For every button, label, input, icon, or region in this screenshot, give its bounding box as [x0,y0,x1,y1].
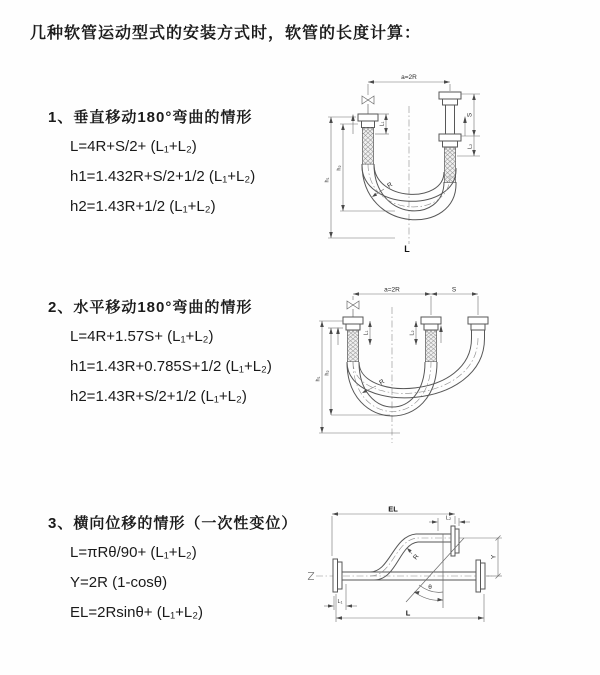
dim-label-el: EL [388,504,398,514]
curved-hose [342,534,451,580]
braid-section [362,128,374,167]
dim-label-a2r: a=2R [384,286,400,294]
dimension-h1 [325,117,396,238]
right-flange [476,560,485,592]
section-3-heading: 3、横向位移的情形（一次性变位） [48,515,298,532]
left-flange [358,114,378,128]
dim-label-h2: h₂ [336,165,343,171]
dim-label-l1: L₁ [337,599,343,605]
section-1-heading: 1、垂直移动180°弯曲的情形 [48,109,253,126]
page-title: 几种软管运动型式的安装方式时，软管的长度计算： [30,25,422,42]
diagram-lateral-displacement [300,498,600,646]
dim-label-s: S [466,112,474,118]
radius-label [407,548,421,561]
right-flange-lower [439,134,461,147]
braid-section [425,330,437,364]
dim-label-a2r: a=2R [401,74,417,81]
formula-line: h1=1.43R+0.785S+1/2 (L₁+L₂) [70,358,272,375]
angle-label-theta: θ [428,584,432,591]
dim-label-h1: h₁ [315,376,322,382]
section-2-heading: 2、水平移动180°弯曲的情形 [48,299,253,316]
dim-label-r: R [412,553,421,562]
dim-label-r: R [386,181,394,190]
section-2-formulas [70,322,272,412]
formula-line: h2=1.43R+1/2 (L₁+L₂) [70,198,216,215]
dim-label-s: S [451,286,457,294]
valve-icon [347,301,359,317]
dim-label-y: Y [490,554,498,560]
dim-label-r: R [378,378,386,387]
dim-label-l1: L₁ [379,121,386,127]
right-flange-upper [439,92,461,105]
formula-line: L=πRθ/90+ (L₁+L₂) [70,544,197,561]
formula-line: L=4R+1.57S+ (L₁+L₂) [70,328,214,345]
motion-arrow-up-right [463,116,467,136]
formula-line: L=4R+S/2+ (L₁+L₂) [70,138,197,155]
middle-flange [421,317,441,330]
dim-label-h2: h₂ [324,370,331,376]
dim-label-l: L [404,244,410,254]
left-flange [333,559,342,592]
formula-line: h2=1.43R+S/2+1/2 (L₁+L₂) [70,388,247,405]
axis-z-mark [308,573,314,580]
dim-label-l2: L₂ [467,143,474,150]
hose-loops [347,338,485,416]
dim-label-l2: L₂ [409,330,416,336]
dim-label-l: L [405,608,411,618]
dim-label-l2: L₂ [445,515,452,522]
dimension-l1 [364,321,372,345]
right-flange [468,317,488,330]
valve-icon [362,96,374,114]
formula-line: EL=2Rsinθ+ (L₁+L₂) [70,604,204,621]
diagram-horizontal-180 [308,283,600,458]
dim-label-l1: L₁ [363,330,370,336]
dimension-el [332,505,455,557]
dimension-l2 [410,321,418,345]
formula-line: Y=2R (1-cosθ) [70,574,168,591]
dim-label-h1: h₁ [324,177,331,183]
motion-arrow-left [336,327,340,345]
dimension-a2r [353,287,478,316]
dimension-l2 [429,516,470,532]
dimension-a2r [368,74,450,95]
diagram-vertical-180 [310,68,590,264]
motion-arrow-middle [439,325,443,343]
left-flange [343,317,363,330]
braid-section [347,330,359,364]
dimension-l [336,594,484,622]
section-3-formulas [70,538,203,628]
section-1-formulas [70,132,255,222]
dimension-s [461,94,480,136]
formula-line: h1=1.432R+S/2+1/2 (L₁+L₂) [70,168,256,185]
